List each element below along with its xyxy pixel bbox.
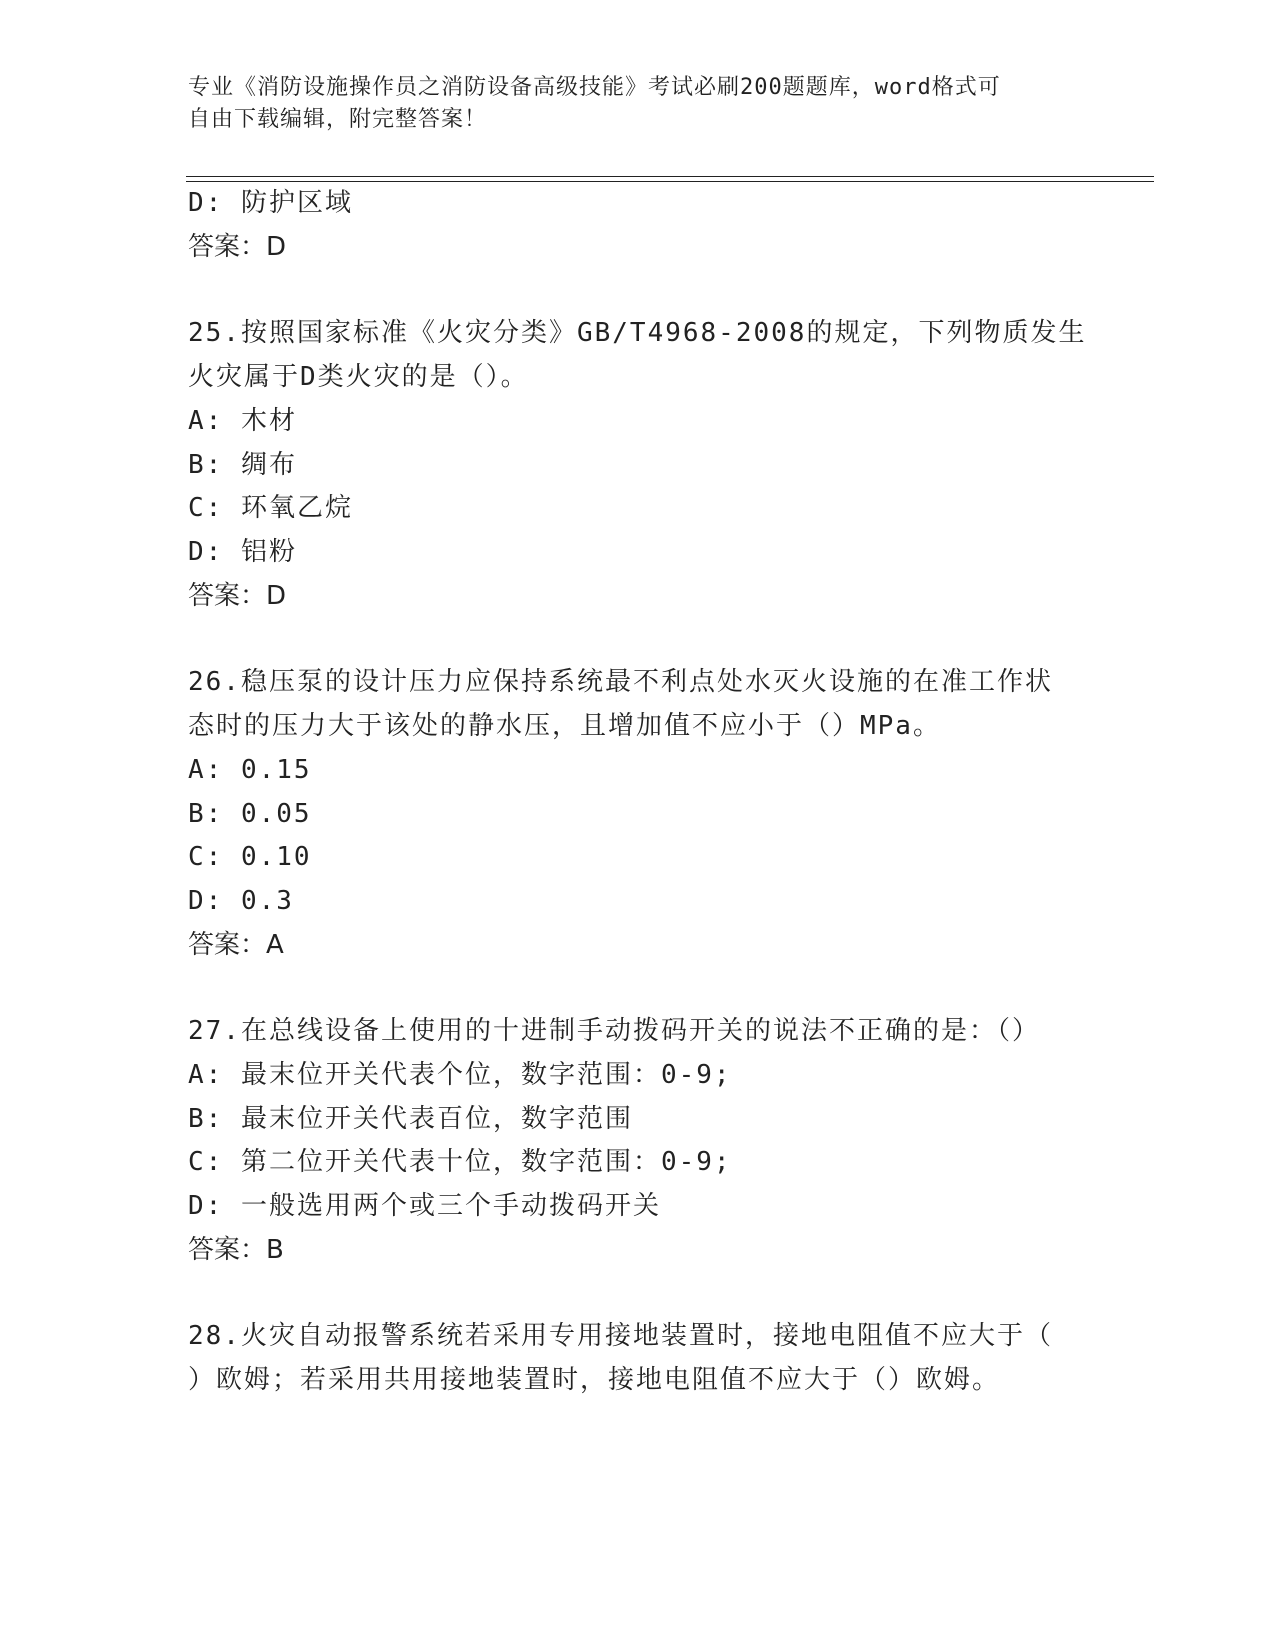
q25-option-a: A: 木材 [188,406,297,436]
q26-option-a: A: 0.15 [188,755,312,785]
q27-option-b: B: 最末位开关代表百位，数字范围 [188,1104,633,1134]
prev-answer: 答案：D [188,232,287,262]
q27-stem-line-1: 27.在总线设备上使用的十进制手动拨码开关的说法不正确的是：（） [188,1016,1040,1046]
q28-stem-line-2: ）欧姆；若采用共用接地装置时，接地电阻值不应大于（）欧姆。 [188,1365,1001,1395]
q25-stem-line-2: 火灾属于D类火灾的是（）。 [188,362,529,392]
q25-option-b: B: 绸布 [188,450,297,480]
document-header [188,72,1068,136]
q27-option-d: D: 一般选用两个或三个手动拨码开关 [188,1191,661,1221]
q25-answer: 答案：D [188,581,287,611]
prev-option-d: D: 防护区域 [188,188,353,218]
q26-stem-line-2: 态时的压力大于该处的静水压，且增加值不应小于（）MPa。 [188,711,941,741]
q27-option-a: A: 最末位开关代表个位，数字范围：0-9; [188,1060,732,1090]
q25-option-d: D: 铝粉 [188,537,297,567]
header-divider-top [186,176,1154,177]
q27-option-c: C: 第二位开关代表十位，数字范围：0-9; [188,1147,732,1177]
q25-stem-line-1: 25.按照国家标准《火灾分类》GB/T4968-2008的规定，下列物质发生 [188,318,1087,348]
q26-option-d: D: 0.3 [188,886,294,916]
q26-answer: 答案：A [188,930,284,960]
q25-option-c: C: 环氧乙烷 [188,493,353,523]
q26-stem-line-1: 26.稳压泵的设计压力应保持系统最不利点处水灭火设施的在准工作状 [188,667,1053,697]
header-line-2: 自由下载编辑，附完整答案！ [188,107,488,132]
header-divider-bottom [186,181,1154,182]
q27-answer: 答案：B [188,1235,284,1265]
q26-option-c: C: 0.10 [188,842,312,872]
q26-option-b: B: 0.05 [188,799,312,829]
header-line-1: 专业《消防设施操作员之消防设备高级技能》考试必刷200题题库，word格式可 [188,75,1001,100]
q28-stem-line-1: 28.火灾自动报警系统若采用专用接地装置时，接地电阻值不应大于（ [188,1321,1053,1351]
